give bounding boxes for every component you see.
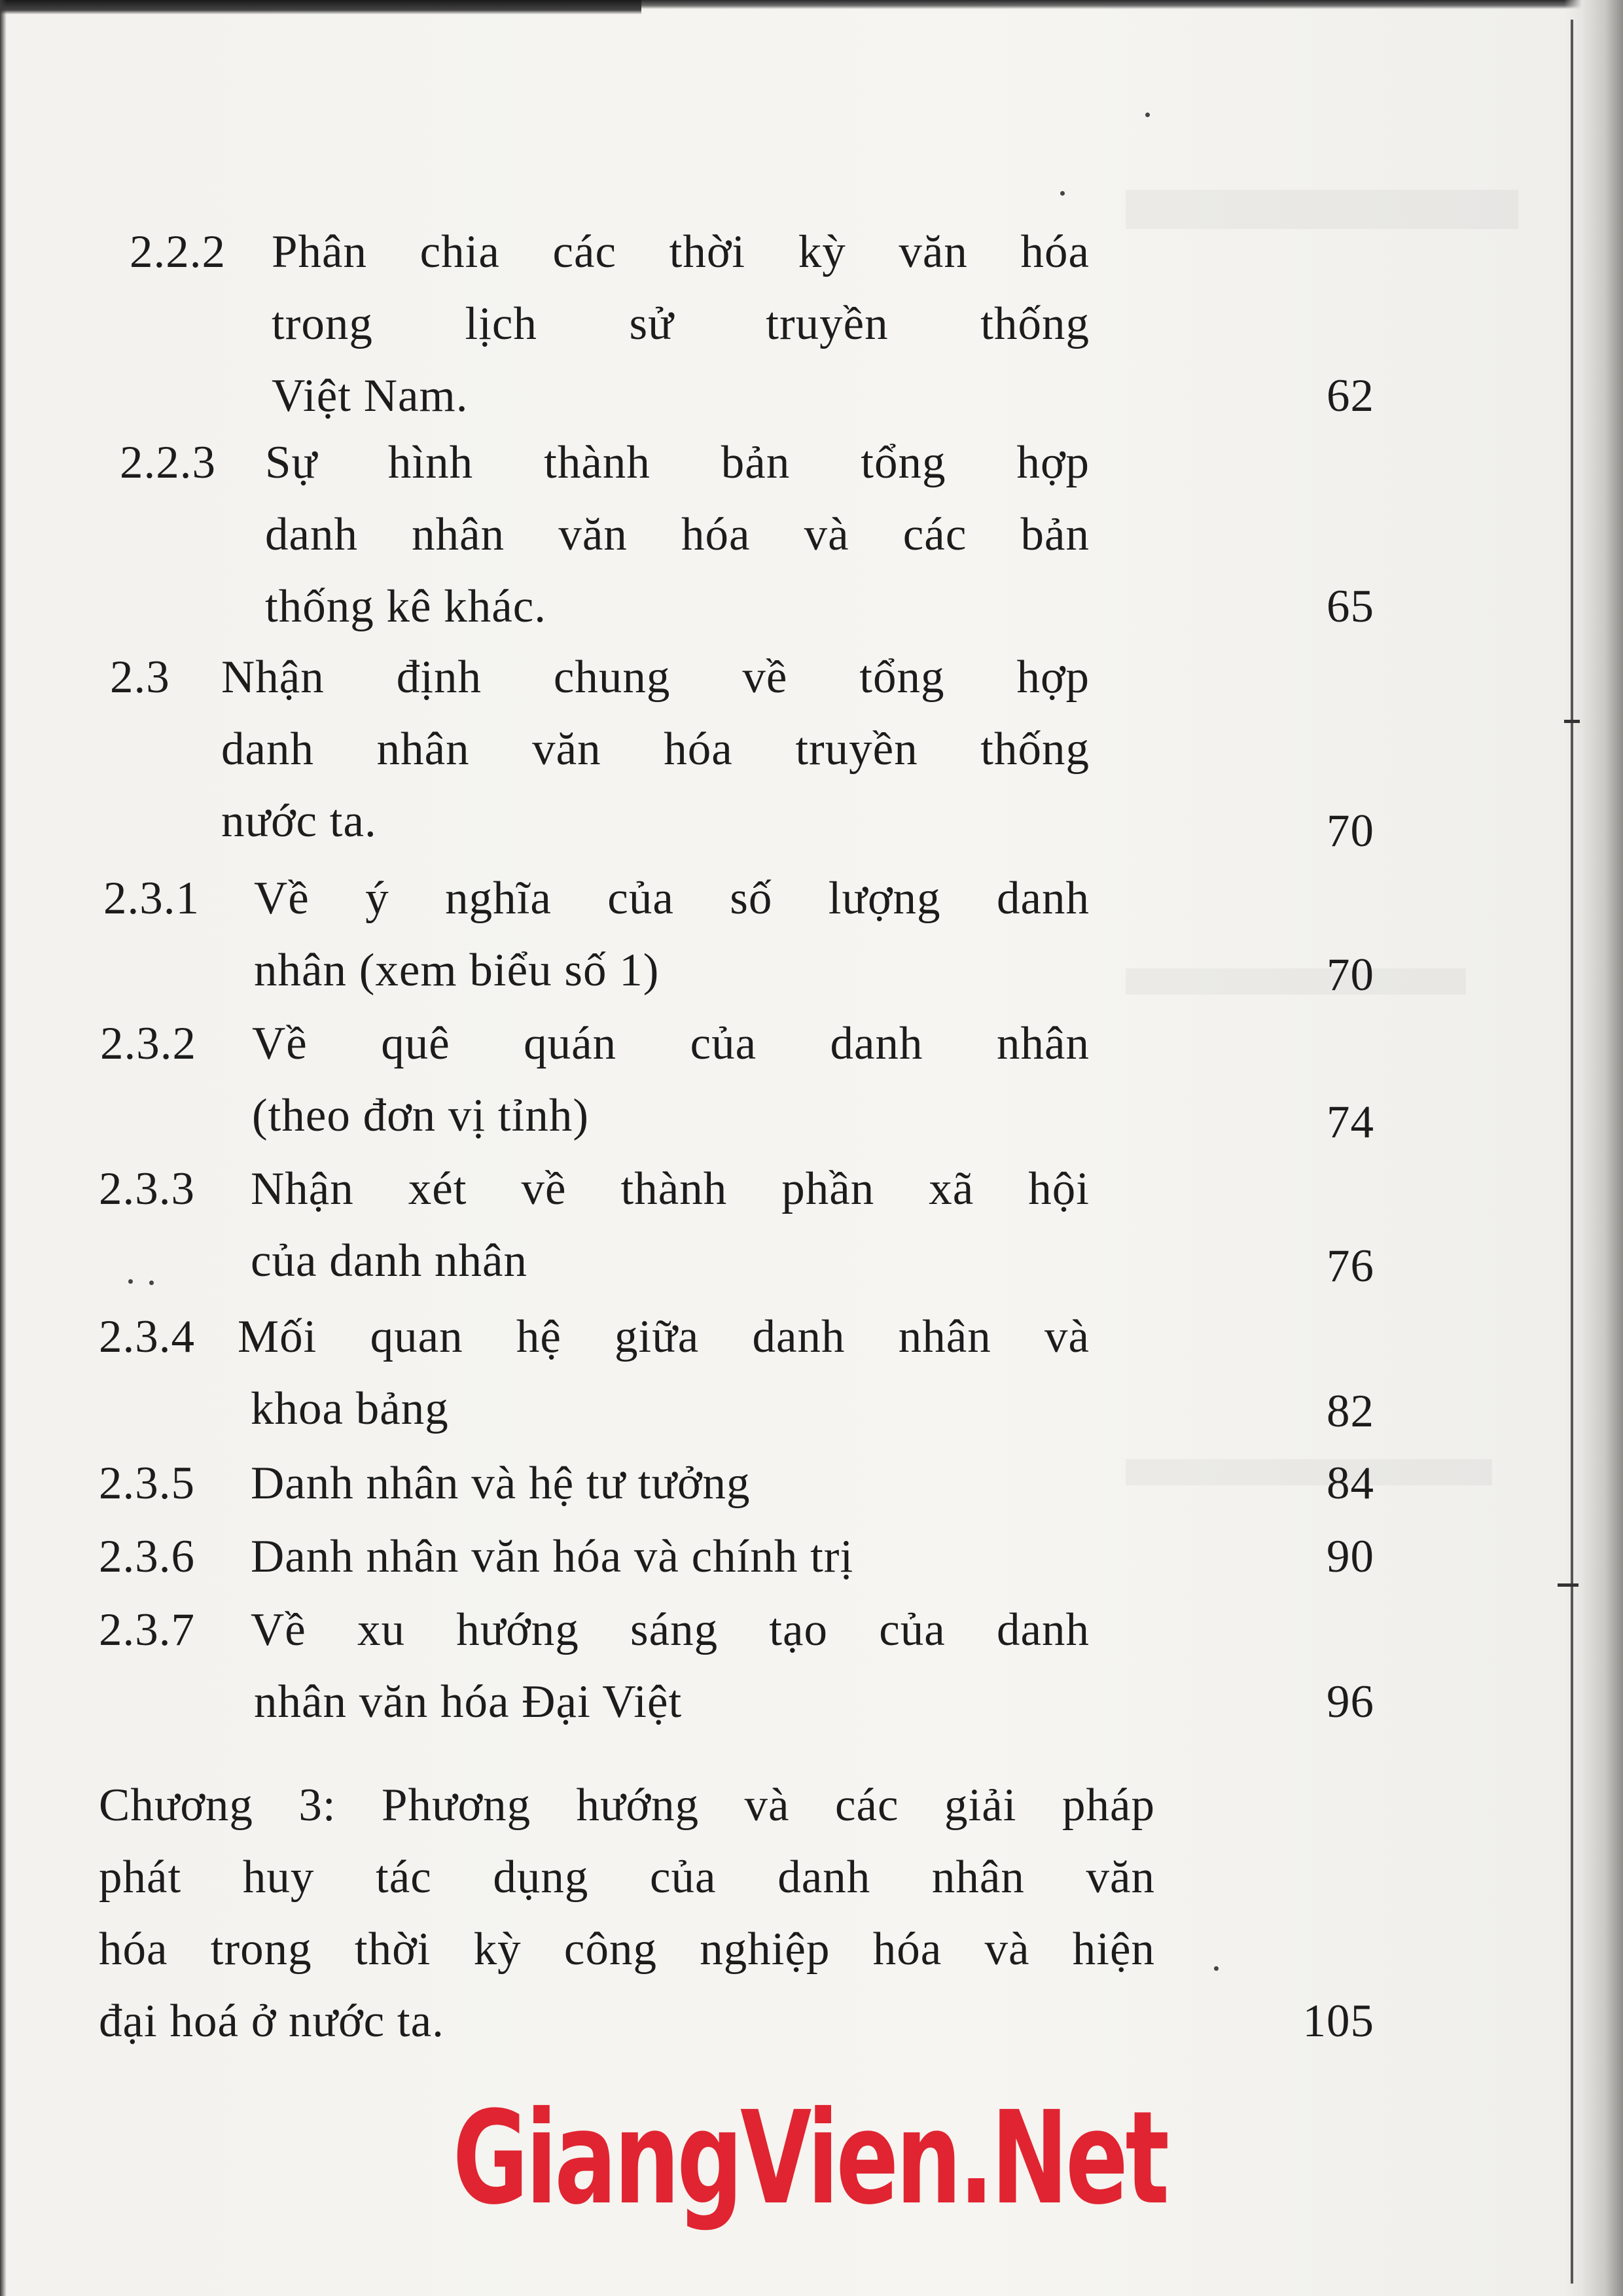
entry-title-line: trong lịch sử truyền thống bbox=[272, 298, 1090, 349]
entry-title-line: Danh nhân và hệ tư tưởng bbox=[251, 1458, 751, 1509]
entry-title-line: nhân văn hóa Đại Việt bbox=[254, 1676, 683, 1727]
section-number: 2.3.6 bbox=[99, 1531, 195, 1582]
entry-title-line: Về quê quán của danh nhân bbox=[252, 1018, 1090, 1069]
giangvien-watermark-logo: GiangVien.Net bbox=[452, 2084, 1167, 2233]
entry-title-line: Về xu hướng sáng tạo của danh bbox=[251, 1604, 1090, 1655]
entry-title-line: của danh nhân bbox=[251, 1235, 528, 1286]
page-number: 76 bbox=[1327, 1241, 1374, 1292]
entry-title-line: thống kê khác. bbox=[265, 581, 547, 632]
entry-title-line: Về ý nghĩa của số lượng danh bbox=[254, 873, 1090, 924]
section-number: 2.3.1 bbox=[103, 873, 200, 924]
entry-title-line: Nhận xét về thành phần xã hội bbox=[251, 1163, 1090, 1214]
section-number: 2.3.7 bbox=[99, 1604, 195, 1655]
section-number: 2.3.4 bbox=[99, 1311, 195, 1362]
section-number: 2.2.3 bbox=[120, 437, 216, 488]
chapter-title-line: phát huy tác dụng của danh nhân văn bbox=[99, 1852, 1155, 1903]
chapter-title-line: hóa trong thời kỳ công nghiệp hóa và hiện bbox=[99, 1924, 1155, 1975]
page-number: 96 bbox=[1327, 1676, 1374, 1727]
page-number: 70 bbox=[1327, 949, 1374, 1000]
entry-title-line: Mối quan hệ giữa danh nhân và bbox=[238, 1311, 1090, 1362]
section-number: 2.2.2 bbox=[130, 226, 226, 277]
page-number: 62 bbox=[1327, 370, 1374, 421]
section-number: 2.3.3 bbox=[99, 1163, 195, 1214]
section-number: 2.3 bbox=[110, 652, 170, 703]
page-number: 90 bbox=[1327, 1531, 1374, 1582]
chapter-title-line: đại hoá ở nước ta. bbox=[99, 1996, 444, 2047]
entry-title-line: Danh nhân văn hóa và chính trị bbox=[251, 1531, 854, 1582]
entry-title-line: nhân (xem biểu số 1) bbox=[254, 945, 660, 996]
page-number: 65 bbox=[1327, 581, 1374, 632]
section-number: 2.3.2 bbox=[100, 1018, 196, 1069]
page-number: 82 bbox=[1327, 1386, 1374, 1437]
entry-title-line: Việt Nam. bbox=[272, 370, 469, 421]
page-number: 74 bbox=[1327, 1097, 1374, 1148]
page-number: 84 bbox=[1327, 1458, 1374, 1509]
entry-title-line: Nhận định chung về tổng hợp bbox=[221, 652, 1090, 703]
section-number: 2.3.5 bbox=[99, 1458, 195, 1509]
entry-title-line: Sự hình thành bản tổng hợp bbox=[265, 437, 1090, 488]
entry-title-line: danh nhân văn hóa và các bản bbox=[265, 509, 1090, 560]
entry-title-line: (theo đơn vị tỉnh) bbox=[252, 1090, 589, 1141]
entry-title-line: nước ta. bbox=[221, 796, 377, 847]
entry-title-line: Phân chia các thời kỳ văn hóa bbox=[272, 226, 1090, 277]
page-number: 70 bbox=[1327, 805, 1374, 857]
entry-title-line: danh nhân văn hóa truyền thống bbox=[221, 724, 1090, 775]
chapter-title-line: Chương 3: Phương hướng và các giải pháp bbox=[99, 1780, 1155, 1831]
entry-title-line: khoa bảng bbox=[251, 1383, 449, 1434]
page-number: 105 bbox=[1302, 1996, 1374, 2047]
